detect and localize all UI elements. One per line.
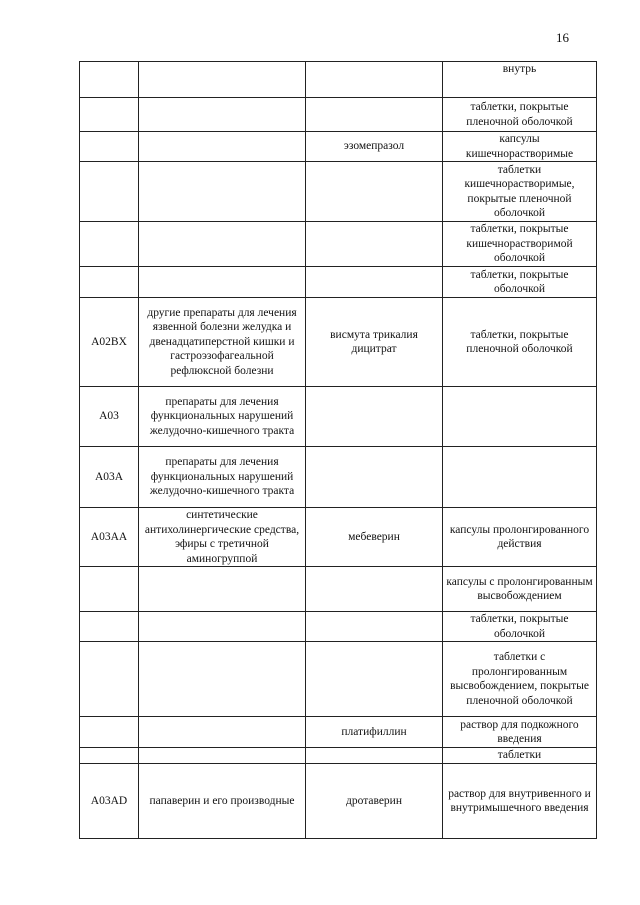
drug-name-cell	[306, 162, 443, 222]
atc-code-cell	[80, 98, 139, 132]
atc-code-cell	[80, 567, 139, 612]
group-cell	[139, 612, 306, 642]
table-row	[80, 267, 597, 298]
group-cell	[139, 98, 306, 132]
page-number: 16	[556, 30, 569, 45]
table-row	[80, 162, 597, 222]
drug-name-cell: висмута трикалия дицитрат	[306, 298, 443, 387]
dosage-form-cell: таблетки	[443, 748, 597, 764]
table-row	[80, 567, 597, 612]
atc-code-cell: A03AD	[80, 764, 139, 839]
atc-code-cell	[80, 642, 139, 717]
drug-name-cell	[306, 62, 443, 98]
dosage-form-cell: таблетки кишечнорастворимые, покрытые пленочной оболочкой	[443, 162, 597, 222]
drug-name-cell: мебеверин	[306, 508, 443, 567]
drug-name-cell	[306, 612, 443, 642]
atc-code-cell	[80, 132, 139, 162]
drug-name-cell	[306, 748, 443, 764]
group-cell	[139, 162, 306, 222]
dosage-form-cell: таблетки, покрытые оболочкой	[443, 267, 597, 298]
dosage-form-cell: внутрь	[443, 62, 597, 98]
drug-name-cell	[306, 642, 443, 717]
table-row	[80, 717, 597, 748]
atc-code-cell	[80, 612, 139, 642]
group-cell: папаверин и его производные	[139, 764, 306, 839]
group-cell: препараты для лечения функциональных нарушений желудочно-кишечного тракта	[139, 447, 306, 508]
atc-code-cell	[80, 267, 139, 298]
table-row	[80, 447, 597, 508]
dosage-form-cell: таблетки с пролонгированным высвобождением, покрытые пленочной оболочкой	[443, 642, 597, 717]
dosage-form-cell	[443, 447, 597, 508]
table-row	[80, 387, 597, 447]
drug-name-cell	[306, 222, 443, 267]
group-cell	[139, 748, 306, 764]
dosage-form-cell: капсулы пролонгированного действия	[443, 508, 597, 567]
table-row	[80, 764, 597, 839]
dosage-form-cell: таблетки, покрытые пленочной оболочкой	[443, 98, 597, 132]
group-cell	[139, 62, 306, 98]
group-cell: препараты для лечения функциональных нарушений желудочно-кишечного тракта	[139, 387, 306, 447]
atc-code-cell	[80, 222, 139, 267]
atc-code-cell	[80, 717, 139, 748]
table-row	[80, 132, 597, 162]
group-cell: другие препараты для лечения язвенной болезни желудка и двенадцатиперстной кишки и гастроэзофагеальной рефлюксной болезни	[139, 298, 306, 387]
group-cell	[139, 567, 306, 612]
drug-name-cell	[306, 387, 443, 447]
table-row	[80, 612, 597, 642]
drug-name-cell: дротаверин	[306, 764, 443, 839]
drug-table	[79, 61, 597, 839]
dosage-form-cell: таблетки, покрытые оболочкой	[443, 612, 597, 642]
table-row	[80, 62, 597, 98]
group-cell	[139, 132, 306, 162]
dosage-form-cell: капсулы с пролонгированным высвобождением	[443, 567, 597, 612]
table-row	[80, 508, 597, 567]
table-row	[80, 298, 597, 387]
dosage-form-cell: раствор для внутривенного и внутримышечного введения	[443, 764, 597, 839]
table-row	[80, 222, 597, 267]
group-cell: синтетические антихолинергические средства, эфиры с третичной аминогруппой	[139, 508, 306, 567]
table-row	[80, 98, 597, 132]
group-cell	[139, 642, 306, 717]
table-row	[80, 748, 597, 764]
drug-name-cell: эзомепразол	[306, 132, 443, 162]
atc-code-cell: A03AA	[80, 508, 139, 567]
drug-name-cell	[306, 98, 443, 132]
drug-name-cell: платифиллин	[306, 717, 443, 748]
group-cell	[139, 222, 306, 267]
dosage-form-cell: таблетки, покрытые пленочной оболочкой	[443, 298, 597, 387]
table-row	[80, 642, 597, 717]
atc-code-cell	[80, 62, 139, 98]
group-cell	[139, 267, 306, 298]
dosage-form-cell: таблетки, покрытые кишечнорастворимой оболочкой	[443, 222, 597, 267]
dosage-form-cell: капсулы кишечнорастворимые	[443, 132, 597, 162]
dosage-form-cell	[443, 387, 597, 447]
group-cell	[139, 717, 306, 748]
atc-code-cell: A02BX	[80, 298, 139, 387]
atc-code-cell: A03	[80, 387, 139, 447]
atc-code-cell	[80, 748, 139, 764]
drug-name-cell	[306, 267, 443, 298]
atc-code-cell	[80, 162, 139, 222]
drug-name-cell	[306, 447, 443, 508]
drug-name-cell	[306, 567, 443, 612]
dosage-form-cell: раствор для подкожного введения	[443, 717, 597, 748]
atc-code-cell: A03A	[80, 447, 139, 508]
